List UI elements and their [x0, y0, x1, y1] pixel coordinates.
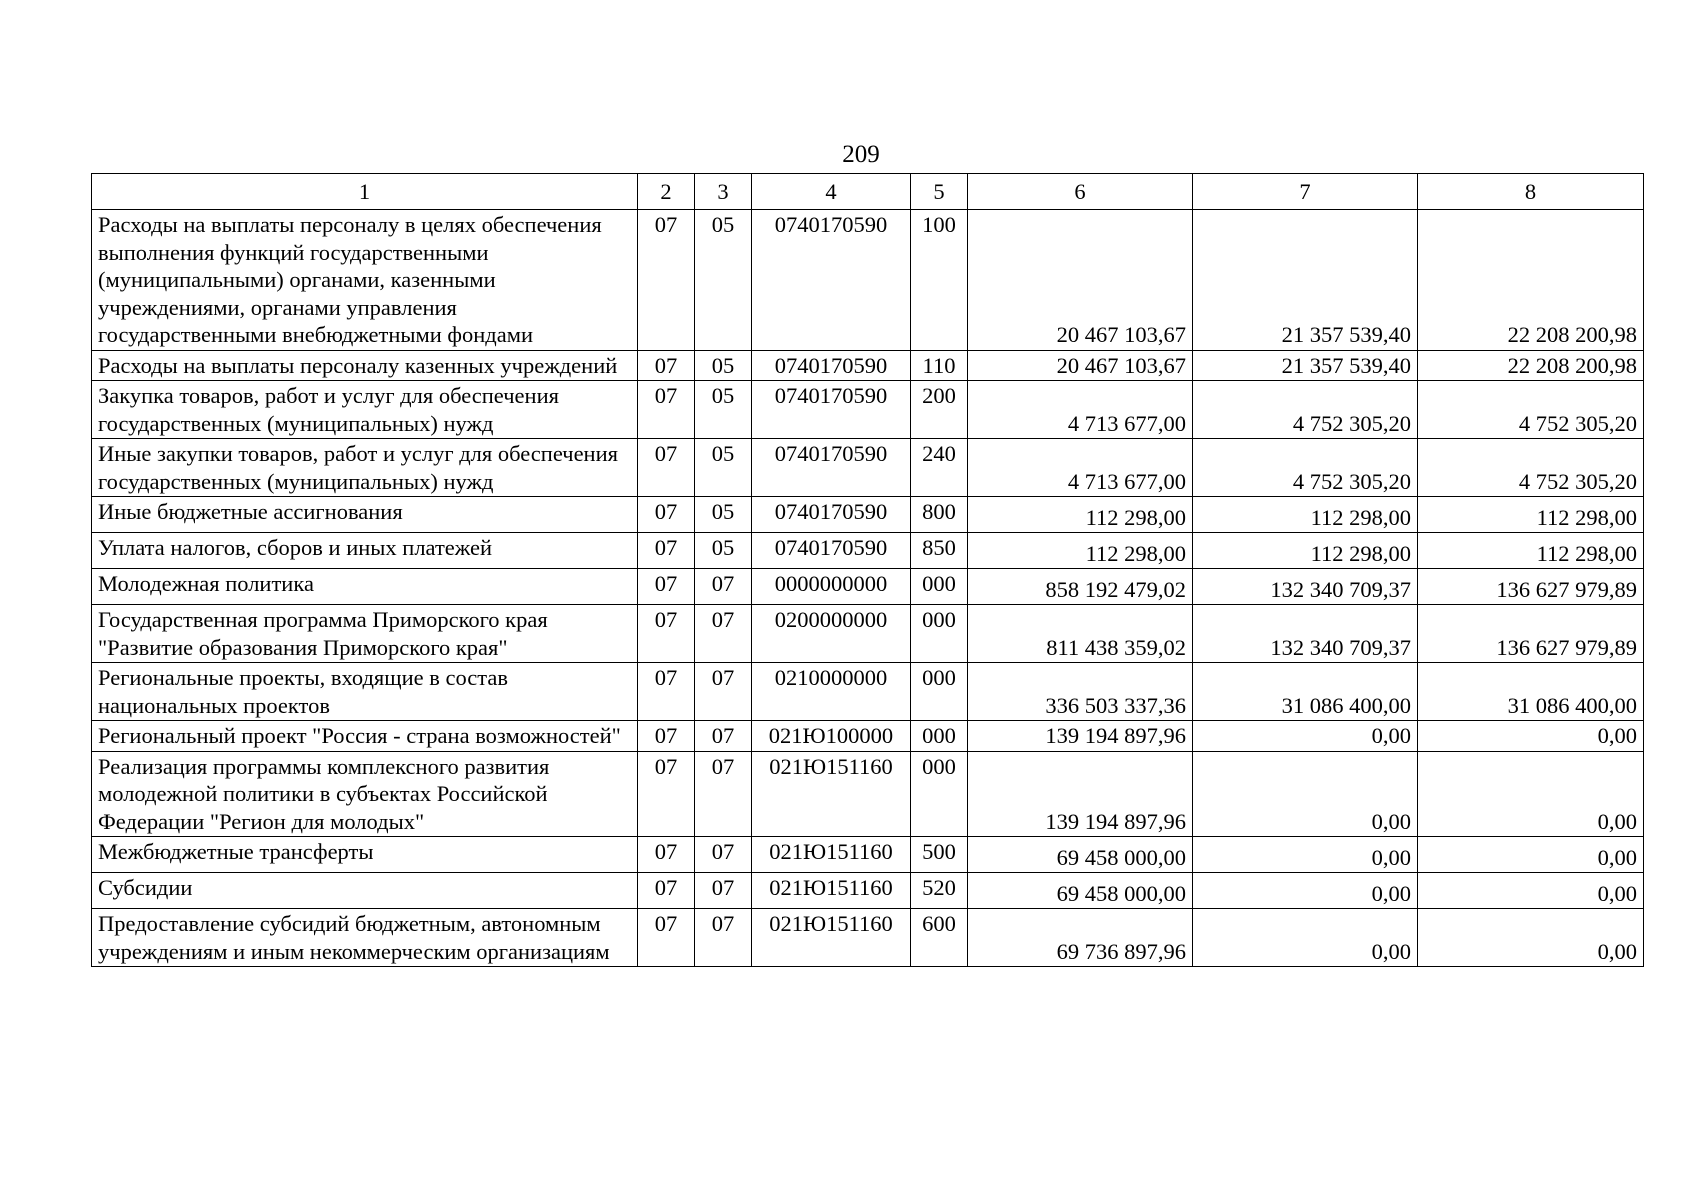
- row-expense-type: 000: [911, 663, 968, 721]
- row-subsection: 07: [695, 837, 752, 873]
- column-number-row: [92, 174, 1644, 210]
- row-amount-col6: 69 458 000,00: [968, 837, 1193, 873]
- row-section: 07: [638, 663, 695, 721]
- row-amount-col8: 22 208 200,98: [1418, 210, 1644, 351]
- row-section: 07: [638, 751, 695, 837]
- row-target-article: 0210000000: [752, 663, 911, 721]
- row-section: 07: [638, 837, 695, 873]
- row-target-article: 0740170590: [752, 350, 911, 381]
- row-expense-type: 200: [911, 381, 968, 439]
- row-amount-col7: 21 357 539,40: [1193, 350, 1418, 381]
- row-target-article: 021Ю100000: [752, 721, 911, 752]
- row-target-article: 0740170590: [752, 533, 911, 569]
- row-target-article: 021Ю151160: [752, 751, 911, 837]
- row-amount-col8: 4 752 305,20: [1418, 439, 1644, 497]
- row-amount-col8: 136 627 979,89: [1418, 569, 1644, 605]
- row-target-article: 0000000000: [752, 569, 911, 605]
- row-name: Субсидии: [92, 873, 638, 909]
- row-name: Государственная программа Приморского края "Развитие образования Приморского края": [92, 605, 638, 663]
- row-section: 07: [638, 210, 695, 351]
- row-expense-type: 000: [911, 751, 968, 837]
- row-expense-type: 000: [911, 605, 968, 663]
- table-row: [92, 721, 1644, 752]
- row-section: 07: [638, 605, 695, 663]
- row-target-article: 0740170590: [752, 381, 911, 439]
- row-subsection: 07: [695, 721, 752, 752]
- row-amount-col8: 0,00: [1418, 721, 1644, 752]
- column-header: 5: [911, 174, 968, 210]
- table-row: [92, 210, 1644, 351]
- row-amount-col7: 4 752 305,20: [1193, 439, 1418, 497]
- column-header: 7: [1193, 174, 1418, 210]
- row-target-article: 0200000000: [752, 605, 911, 663]
- row-amount-col8: 0,00: [1418, 837, 1644, 873]
- table-row: [92, 909, 1644, 967]
- row-subsection: 07: [695, 873, 752, 909]
- row-name: Предоставление субсидий бюджетным, автономным учреждениям и иным некоммерческим организациям: [92, 909, 638, 967]
- row-amount-col8: 0,00: [1418, 909, 1644, 967]
- row-amount-col6: 20 467 103,67: [968, 350, 1193, 381]
- page-number: 209: [842, 141, 880, 168]
- row-subsection: 07: [695, 605, 752, 663]
- row-amount-col7: 0,00: [1193, 873, 1418, 909]
- row-subsection: 07: [695, 663, 752, 721]
- row-amount-col8: 112 298,00: [1418, 497, 1644, 533]
- row-amount-col8: 136 627 979,89: [1418, 605, 1644, 663]
- row-section: 07: [638, 873, 695, 909]
- column-header: 2: [638, 174, 695, 210]
- row-target-article: 021Ю151160: [752, 837, 911, 873]
- row-amount-col6: 811 438 359,02: [968, 605, 1193, 663]
- row-expense-type: 850: [911, 533, 968, 569]
- column-header: 1: [92, 174, 638, 210]
- row-amount-col7: 0,00: [1193, 909, 1418, 967]
- row-subsection: 05: [695, 210, 752, 351]
- row-name: Региональные проекты, входящие в состав национальных проектов: [92, 663, 638, 721]
- row-amount-col6: 69 458 000,00: [968, 873, 1193, 909]
- row-section: 07: [638, 497, 695, 533]
- column-header: 8: [1418, 174, 1644, 210]
- column-header: 4: [752, 174, 911, 210]
- row-name: Расходы на выплаты персоналу в целях обеспечения выполнения функций государственными (муниципальными) органами, казенными учреждениями, органами управления государственными внебюджетными фондами: [92, 210, 638, 351]
- row-subsection: 05: [695, 439, 752, 497]
- row-expense-type: 500: [911, 837, 968, 873]
- row-expense-type: 600: [911, 909, 968, 967]
- row-amount-col8: 31 086 400,00: [1418, 663, 1644, 721]
- row-amount-col6: 139 194 897,96: [968, 751, 1193, 837]
- row-name: Молодежная политика: [92, 569, 638, 605]
- row-name: Реализация программы комплексного развития молодежной политики в субъектах Российской Федерации "Регион для молодых": [92, 751, 638, 837]
- row-amount-col7: 0,00: [1193, 721, 1418, 752]
- row-amount-col7: 112 298,00: [1193, 533, 1418, 569]
- row-section: 07: [638, 350, 695, 381]
- row-subsection: 07: [695, 751, 752, 837]
- row-amount-col8: 4 752 305,20: [1418, 381, 1644, 439]
- column-header: 3: [695, 174, 752, 210]
- row-subsection: 07: [695, 569, 752, 605]
- budget-table: [91, 173, 1644, 967]
- table-row: [92, 837, 1644, 873]
- column-header: 6: [968, 174, 1193, 210]
- row-amount-col8: 0,00: [1418, 751, 1644, 837]
- row-amount-col6: 69 736 897,96: [968, 909, 1193, 967]
- table-row: [92, 533, 1644, 569]
- row-amount-col6: 20 467 103,67: [968, 210, 1193, 351]
- row-section: 07: [638, 721, 695, 752]
- row-amount-col7: 132 340 709,37: [1193, 569, 1418, 605]
- row-subsection: 07: [695, 909, 752, 967]
- row-subsection: 05: [695, 533, 752, 569]
- row-subsection: 05: [695, 497, 752, 533]
- table-row: [92, 873, 1644, 909]
- row-amount-col7: 132 340 709,37: [1193, 605, 1418, 663]
- row-section: 07: [638, 909, 695, 967]
- row-name: Расходы на выплаты персоналу казенных учреждений: [92, 350, 638, 381]
- row-amount-col7: 4 752 305,20: [1193, 381, 1418, 439]
- row-amount-col8: 22 208 200,98: [1418, 350, 1644, 381]
- row-amount-col7: 21 357 539,40: [1193, 210, 1418, 351]
- row-target-article: 0740170590: [752, 210, 911, 351]
- row-amount-col7: 31 086 400,00: [1193, 663, 1418, 721]
- table-row: [92, 605, 1644, 663]
- row-name: Региональный проект "Россия - страна возможностей": [92, 721, 638, 752]
- row-amount-col6: 112 298,00: [968, 533, 1193, 569]
- table-row: [92, 497, 1644, 533]
- row-amount-col6: 4 713 677,00: [968, 381, 1193, 439]
- row-name: Иные закупки товаров, работ и услуг для обеспечения государственных (муниципальных) нужд: [92, 439, 638, 497]
- row-expense-type: 100: [911, 210, 968, 351]
- row-amount-col8: 0,00: [1418, 873, 1644, 909]
- row-amount-col6: 139 194 897,96: [968, 721, 1193, 752]
- row-section: 07: [638, 569, 695, 605]
- row-amount-col6: 858 192 479,02: [968, 569, 1193, 605]
- row-target-article: 0740170590: [752, 439, 911, 497]
- table-row: [92, 663, 1644, 721]
- row-amount-col7: 112 298,00: [1193, 497, 1418, 533]
- table-row: [92, 350, 1644, 381]
- row-name: Уплата налогов, сборов и иных платежей: [92, 533, 638, 569]
- table-row: [92, 569, 1644, 605]
- row-amount-col8: 112 298,00: [1418, 533, 1644, 569]
- row-section: 07: [638, 439, 695, 497]
- row-expense-type: 520: [911, 873, 968, 909]
- row-target-article: 021Ю151160: [752, 873, 911, 909]
- row-expense-type: 240: [911, 439, 968, 497]
- row-amount-col6: 112 298,00: [968, 497, 1193, 533]
- row-expense-type: 000: [911, 721, 968, 752]
- row-subsection: 05: [695, 381, 752, 439]
- table-row: [92, 439, 1644, 497]
- row-amount-col7: 0,00: [1193, 837, 1418, 873]
- table-row: [92, 381, 1644, 439]
- row-section: 07: [638, 533, 695, 569]
- row-expense-type: 800: [911, 497, 968, 533]
- row-name: Межбюджетные трансферты: [92, 837, 638, 873]
- row-name: Закупка товаров, работ и услуг для обеспечения государственных (муниципальных) нужд: [92, 381, 638, 439]
- row-target-article: 0740170590: [752, 497, 911, 533]
- row-amount-col6: 336 503 337,36: [968, 663, 1193, 721]
- row-subsection: 05: [695, 350, 752, 381]
- row-target-article: 021Ю151160: [752, 909, 911, 967]
- row-amount-col6: 4 713 677,00: [968, 439, 1193, 497]
- row-section: 07: [638, 381, 695, 439]
- row-expense-type: 110: [911, 350, 968, 381]
- row-amount-col7: 0,00: [1193, 751, 1418, 837]
- row-name: Иные бюджетные ассигнования: [92, 497, 638, 533]
- row-expense-type: 000: [911, 569, 968, 605]
- table-row: [92, 751, 1644, 837]
